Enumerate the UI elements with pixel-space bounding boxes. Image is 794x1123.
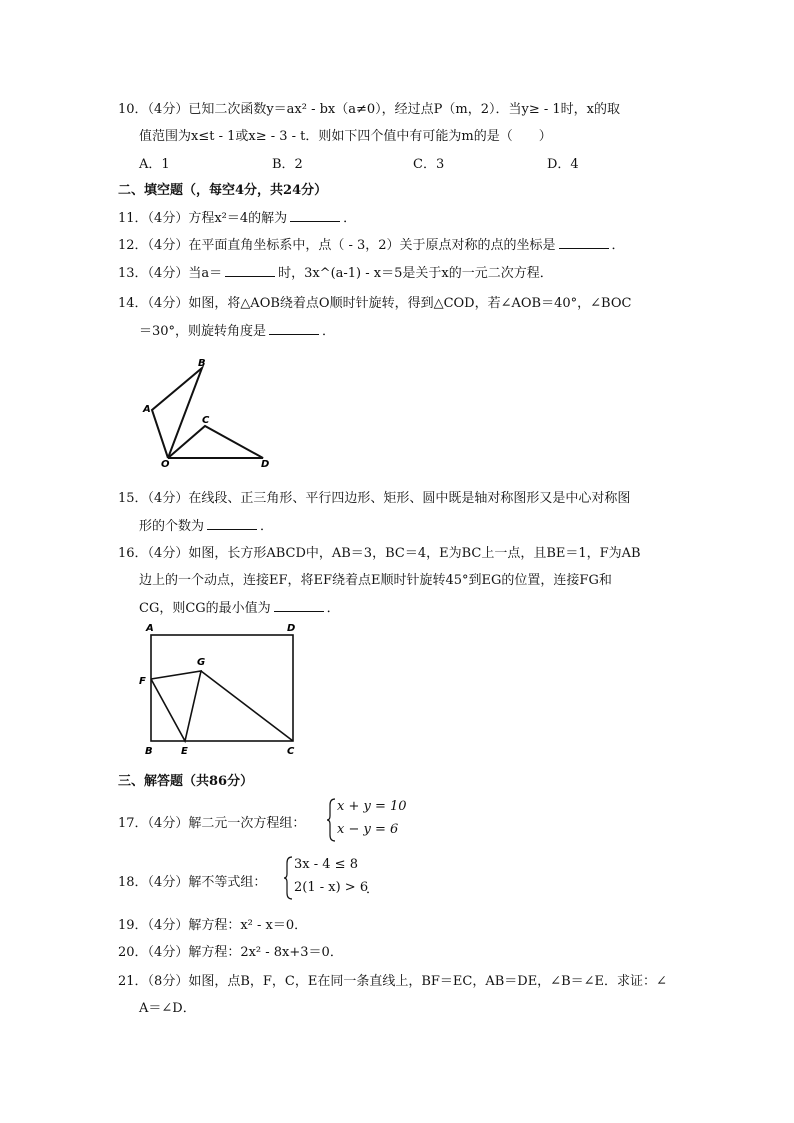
q16-label-f: F: [139, 676, 146, 687]
triangle-aob: [152, 368, 202, 458]
q16-blank[interactable]: [274, 600, 324, 612]
q14-label-b: B: [198, 358, 206, 369]
triangle-feg: [151, 671, 201, 741]
section-3-heading: 三、解答题（共86分）: [118, 774, 254, 789]
q10-line1: 10．（4分）已知二次函数y＝ax² - bx（a≠0），经过点P（m，2）．当y≥ - 1时，x的取: [118, 102, 621, 117]
q13-blank[interactable]: [225, 265, 275, 277]
q11-end: ．: [343, 211, 357, 226]
q11-text: 11．（4分）方程x²＝4的解为: [118, 211, 288, 226]
triangle-cod: [168, 426, 263, 458]
q17-text: 17．（4分）解二元一次方程组：: [118, 816, 306, 831]
q17-brace: [327, 797, 337, 843]
q16-line3: [139, 597, 340, 616]
q18-text: 18．（4分）解不等式组：: [118, 875, 267, 890]
q17-eq1: x + y = 10: [337, 799, 407, 814]
q13: [118, 262, 553, 281]
q16-line2: 边上的一个动点，连接EF，将EF绕着点E顺时针旋转45°到EG的位置，连接FG和: [139, 573, 612, 588]
q14-label-d: D: [261, 459, 270, 470]
segment-gc: [201, 671, 293, 741]
q15-line2-text: 形的个数为: [139, 519, 205, 534]
q13-text: 13．（4分）当a＝: [118, 266, 223, 281]
q10-choice-d: D．4: [547, 157, 579, 172]
q21-line1: 21．（8分）如图，点B，F，C，E在同一条直线上，BF＝EC，AB＝DE，∠B＝∠E．求证：∠: [118, 974, 667, 989]
q11-blank[interactable]: [290, 210, 340, 222]
q19: 19．（4分）解方程：x² - x＝0．: [118, 918, 308, 933]
q14-blank[interactable]: [269, 323, 319, 335]
q15-end: ．: [260, 519, 274, 534]
q16-line1: 16．（4分）如图，长方形ABCD中，AB＝3，BC＝4，E为BC上一点，且BE＝1，F为AB: [118, 546, 641, 561]
q12-blank[interactable]: [559, 237, 609, 249]
q15-line2: [139, 515, 273, 534]
q16-label-g: G: [197, 657, 206, 668]
q16-label-e: E: [181, 746, 188, 757]
q12: [118, 234, 625, 253]
q12-end: ．: [611, 238, 625, 253]
q10-choice-c: C．3: [413, 157, 445, 172]
q14-line2-text: ＝30°，则旋转角度是: [139, 324, 267, 339]
q15-blank[interactable]: [207, 518, 257, 530]
q18-end: ．: [366, 882, 380, 897]
q14-line1: 14．（4分）如图，将△AOB绕着点O顺时针旋转，得到△COD，若∠AOB＝40°，∠BOC: [118, 296, 632, 311]
q15-line1: 15．（4分）在线段、正三角形、平行四边形、矩形、圆中既是轴对称图形又是中心对称图: [118, 491, 631, 506]
q14-label-a: A: [143, 404, 151, 415]
q18-eq2: 2(1 - x) > 6: [294, 880, 369, 895]
q14-label-c: C: [202, 415, 210, 426]
q16-label-b: B: [145, 746, 153, 757]
q17-eq2: x − y = 6: [337, 822, 399, 837]
rectangle-abcd: [151, 635, 293, 741]
q14-end: ．: [322, 324, 336, 339]
q14-line2: [139, 320, 335, 339]
q18-eq1: 3x - 4 ≤ 8: [294, 857, 358, 872]
q14-label-o: O: [161, 459, 170, 470]
q13-end: 时，3x^(a-1) - x＝5是关于x的一元二次方程．: [278, 266, 553, 281]
section-2-heading: 二、填空题（，每空4分，共24分）: [118, 183, 328, 198]
q11: [118, 207, 356, 226]
q10-line2: 值范围为x≤t - 1或x≥ - 3 - t．则如下四个值中有可能为m的是（ ）: [139, 129, 552, 144]
q16-end: ．: [326, 601, 340, 616]
q18-brace: [284, 855, 294, 901]
q10-choice-a: A．1: [139, 157, 170, 172]
q16-label-c: C: [287, 746, 295, 757]
q16-line3-text: CG，则CG的最小值为: [139, 601, 271, 616]
q16-label-d: D: [287, 623, 296, 634]
q20: 20．（4分）解方程：2x² - 8x+3＝0．: [118, 945, 343, 960]
q12-text: 12．（4分）在平面直角坐标系中，点（ - 3，2）关于原点对称的点的坐标是: [118, 238, 556, 253]
q16-label-a: A: [146, 623, 154, 634]
q21-line2: A＝∠D．: [139, 1001, 196, 1016]
q10-choice-b: B．2: [272, 157, 303, 172]
